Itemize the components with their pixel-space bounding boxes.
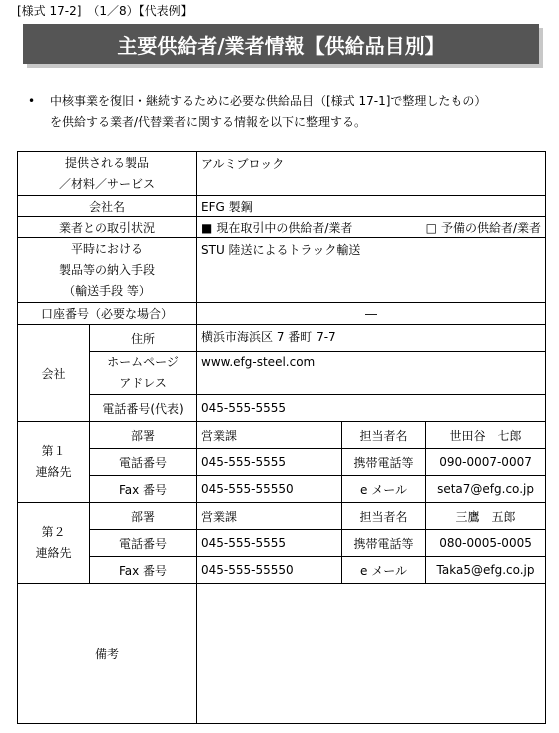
relation-current-option[interactable]: ■ 現在取引中の供給者/業者 [201, 220, 353, 235]
contact2-dept-value[interactable]: 営業課 [197, 503, 342, 530]
intro-line-1: 中核事業を復旧・継続するために必要な供給品目（[様式 17-1]で整理したもの） [50, 94, 487, 108]
row-product [18, 152, 546, 196]
row-contact2-fax [18, 557, 546, 584]
phone-rep-label: 電話番号(代表) [90, 395, 197, 422]
relation-label: 業者との取引状況 [18, 217, 197, 238]
remarks-label: 備考 [18, 584, 197, 724]
contact1-dept-value[interactable]: 営業課 [197, 422, 342, 449]
row-account [18, 303, 546, 325]
delivery-value[interactable]: STU 陸送によるトラック輸送 [197, 238, 546, 303]
form-id: [様式 17-2] （1／8）【代表例】 [17, 4, 193, 18]
relation-spare-option[interactable]: □ 予備の供給者/業者 [425, 220, 542, 235]
contact1-fax-label: Fax 番号 [90, 476, 197, 503]
contact2-email-value[interactable]: Taka5@efg.co.jp [426, 557, 546, 584]
row-contact1-dept [18, 422, 546, 449]
contact1-phone-value[interactable]: 045-555-5555 [197, 449, 342, 476]
address-label: 住所 [90, 325, 197, 352]
contact2-label: 第２ 連絡先 [18, 503, 90, 584]
relation-options [197, 217, 546, 238]
unchecked-box-icon: □ [425, 220, 437, 235]
row-phone-rep [18, 395, 546, 422]
supplier-info-table [17, 151, 546, 724]
account-label: 口座番号（必要な場合） [18, 303, 197, 325]
row-remarks [18, 584, 546, 724]
company-name-value[interactable]: EFG 製鋼 [197, 196, 546, 217]
company-name-label: 会社名 [18, 196, 197, 217]
contact1-phone-label: 電話番号 [90, 449, 197, 476]
address-value[interactable]: 横浜市海浜区 7 番町 7-7 [197, 325, 546, 352]
remarks-value[interactable] [197, 584, 546, 724]
row-contact2-phone [18, 530, 546, 557]
contact1-email-value[interactable]: seta7@efg.co.jp [426, 476, 546, 503]
row-contact1-phone [18, 449, 546, 476]
bullet-icon: • [28, 94, 36, 108]
contact2-fax-value[interactable]: 045-555-55550 [197, 557, 342, 584]
row-delivery [18, 238, 546, 303]
contact2-mobile-value[interactable]: 080-0005-0005 [426, 530, 546, 557]
contact2-phone-value[interactable]: 045-555-5555 [197, 530, 342, 557]
row-address [18, 325, 546, 352]
contact1-email-label: e メール [342, 476, 426, 503]
row-contact1-fax [18, 476, 546, 503]
contact1-person-label: 担当者名 [342, 422, 426, 449]
homepage-value[interactable]: www.efg-steel.com [197, 352, 546, 395]
contact2-dept-label: 部署 [90, 503, 197, 530]
contact1-mobile-label: 携帯電話等 [342, 449, 426, 476]
contact2-person-value[interactable]: 三鷹 五郎 [426, 503, 546, 530]
account-value[interactable]: ― [197, 303, 546, 325]
product-value[interactable]: アルミブロック [197, 152, 546, 196]
contact2-phone-label: 電話番号 [90, 530, 197, 557]
phone-rep-value[interactable]: 045-555-5555 [197, 395, 546, 422]
homepage-label: ホームページ アドレス [90, 352, 197, 395]
contact1-person-value[interactable]: 世田谷 七郎 [426, 422, 546, 449]
contact1-label: 第１ 連絡先 [18, 422, 90, 503]
contact2-fax-label: Fax 番号 [90, 557, 197, 584]
company-label: 会社 [18, 325, 90, 422]
intro-line-2: を供給する業者/代替業者に関する情報を以下に整理する。 [50, 115, 367, 129]
row-homepage [18, 352, 546, 395]
contact1-mobile-value[interactable]: 090-0007-0007 [426, 449, 546, 476]
row-contact2-dept [18, 503, 546, 530]
row-company-name [18, 196, 546, 217]
page-title: 主要供給者/業者情報【供給品目別】 [23, 24, 539, 64]
checked-box-icon: ■ [201, 220, 213, 235]
contact1-dept-label: 部署 [90, 422, 197, 449]
contact2-email-label: e メール [342, 557, 426, 584]
contact1-fax-value[interactable]: 045-555-55550 [197, 476, 342, 503]
row-relation [18, 217, 546, 238]
contact2-person-label: 担当者名 [342, 503, 426, 530]
product-label: 提供される製品 ／材料／サービス [18, 152, 197, 196]
contact2-mobile-label: 携帯電話等 [342, 530, 426, 557]
delivery-label: 平時における 製品等の納入手段 （輸送手段 等） [18, 238, 197, 303]
